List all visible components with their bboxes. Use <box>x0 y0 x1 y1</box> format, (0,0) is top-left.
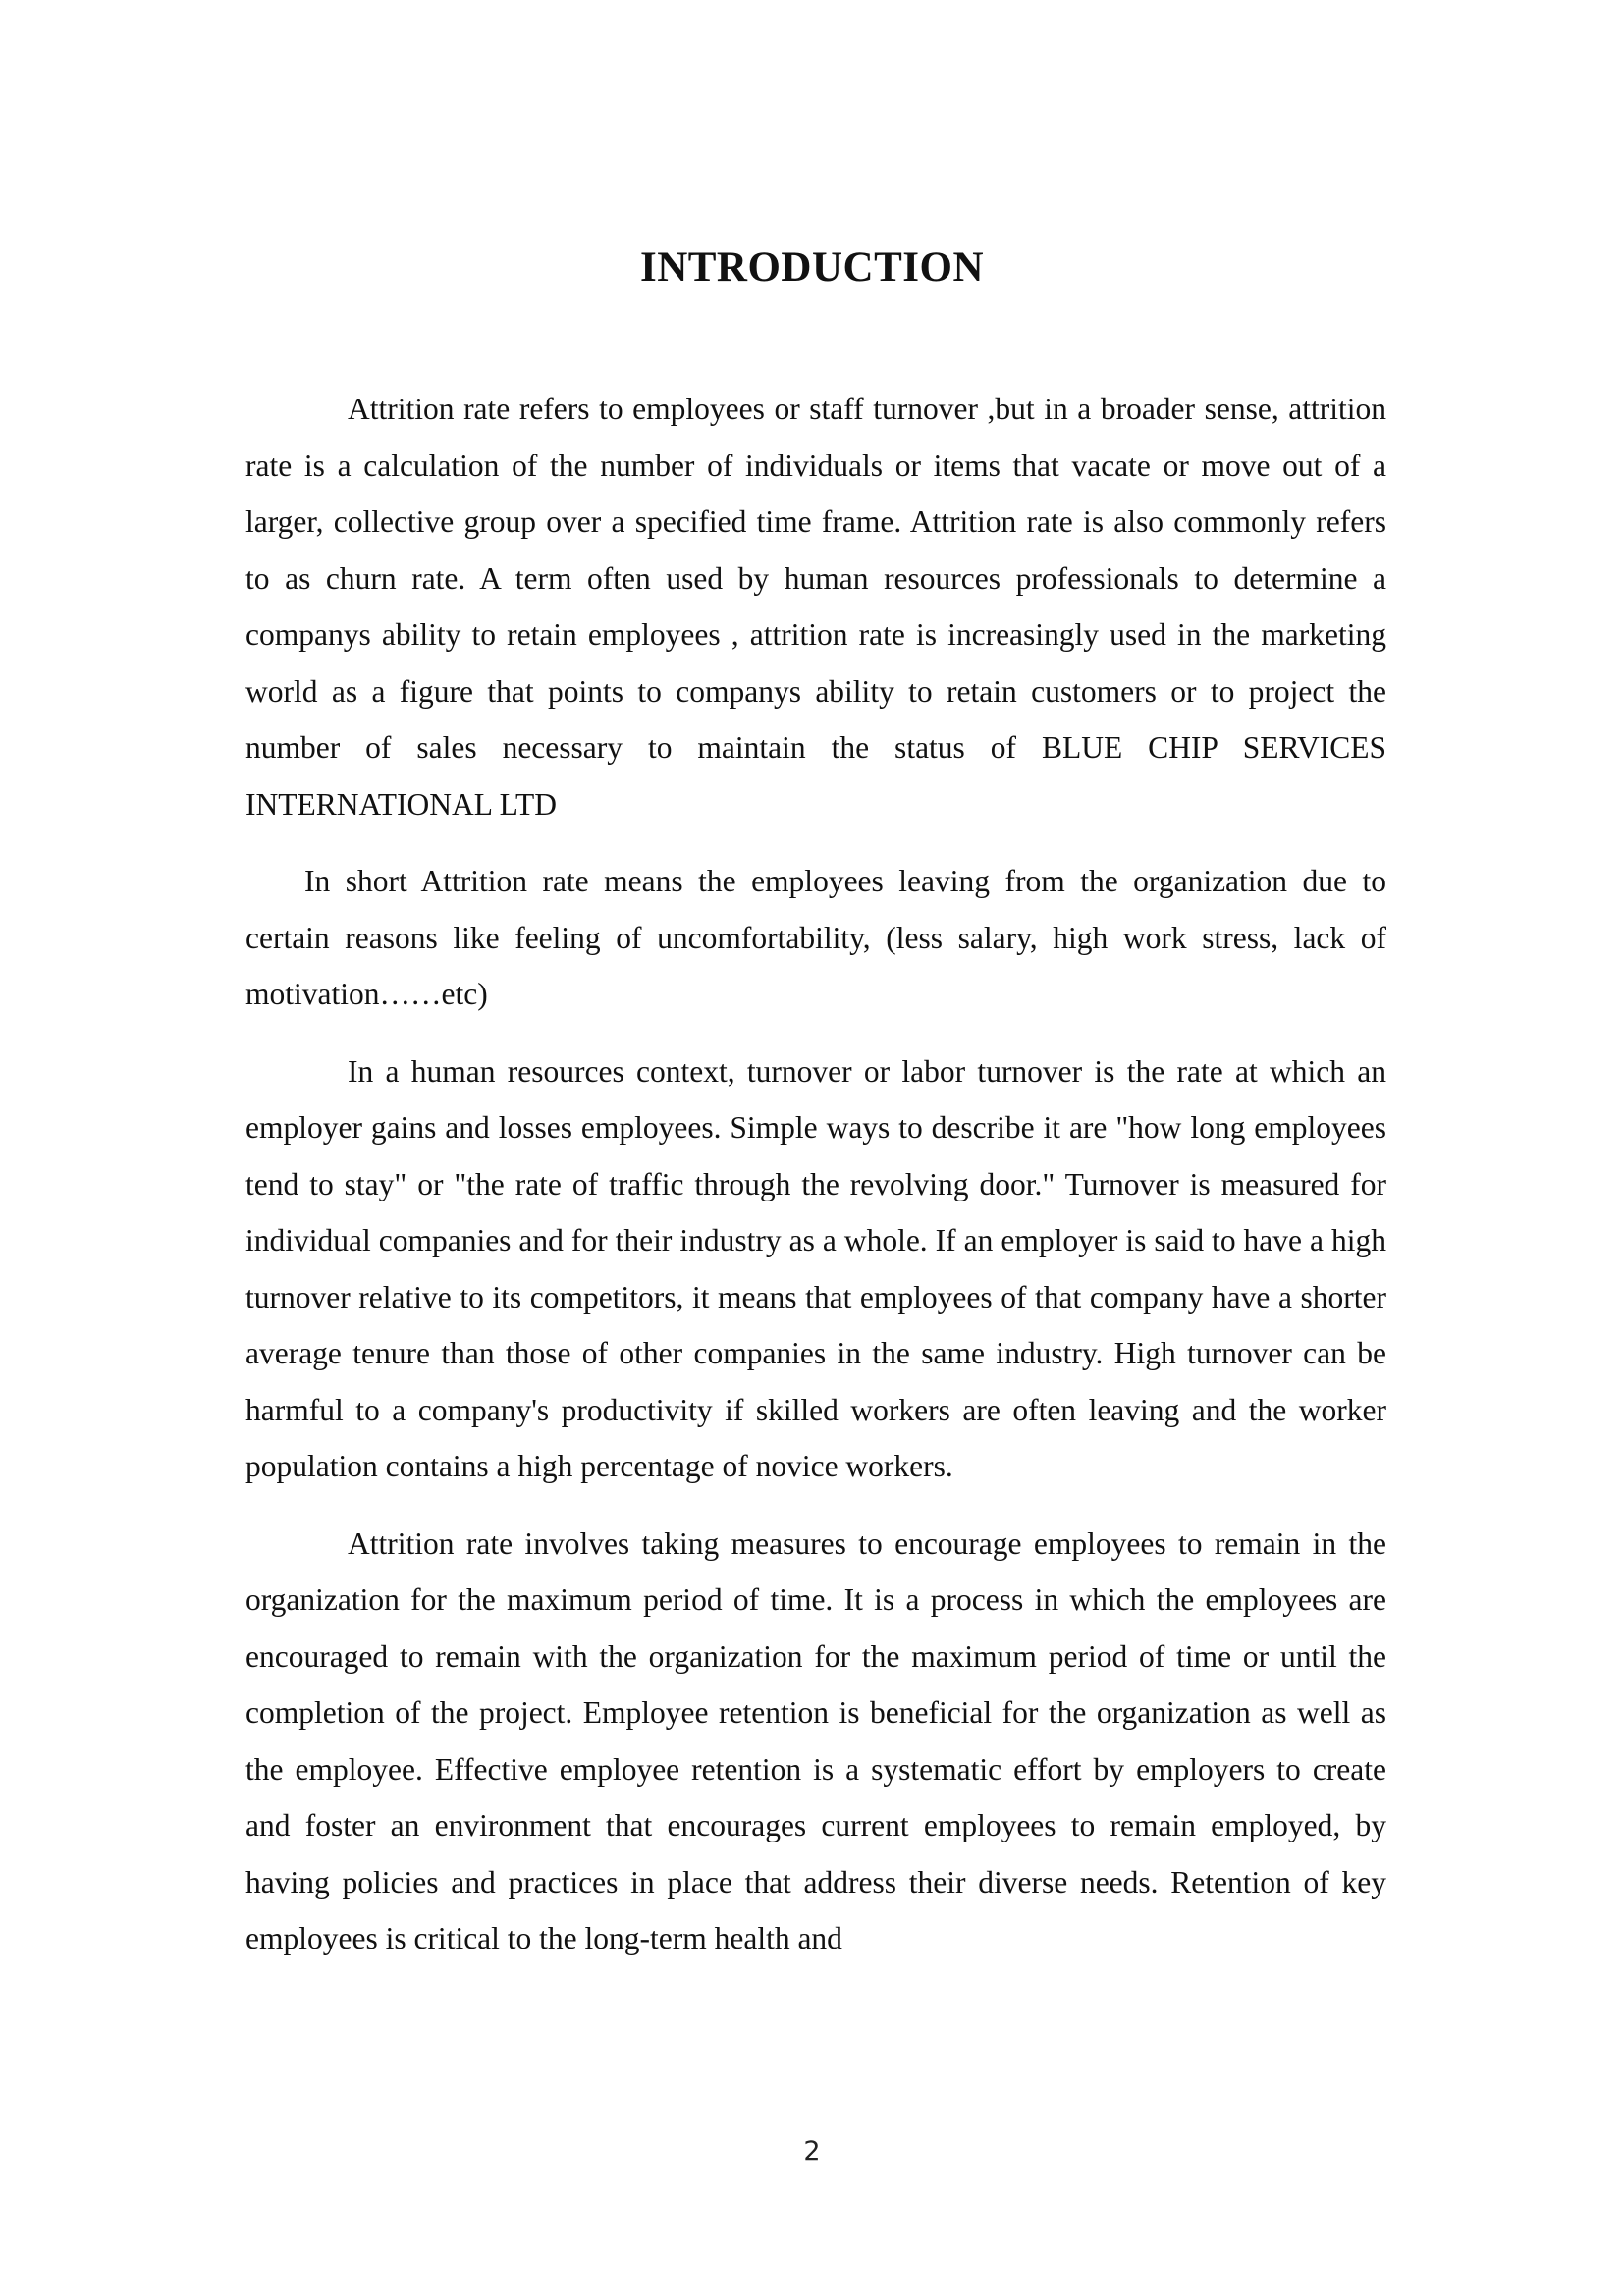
paragraph-attrition-definition: Attrition rate refers to employees or staff turnover ,but in a broader sense, attrition rate is a calculation of the number of individuals or items that vacate or move out of a larger, collective group over a specified time frame. Attrition rate is also commonly refers to as churn rate. A term often used by human resources professionals to determine a companys ability to retain employees , attrition rate is increasingly used in the marketing world as a figure that points to companys ability to retain customers or to project the number of sales necessary to maintain the status of BLUE CHIP SERVICES INTERNATIONAL LTD <box>245 392 1386 822</box>
paragraph-turnover: In a human resources context, turnover or labor turnover is the rate at which an employer gains and losses employees. Simple ways to describe it are "how long employees tend to stay" or "the rate of traffic through the revolving door." Turnover is measured for individual companies and for their industry as a whole. If an employer is said to have a high turnover relative to its competitors, it means that employees of that company have a shorter average tenure than those of other companies in the same industry. High turnover can be harmful to a company's productivity if skilled workers are often leaving and the worker population contains a high percentage of novice workers. <box>245 1053 1386 1483</box>
paragraph-retention: Attrition rate involves taking measures to encourage employees to remain in the organization for the maximum period of time. It is a process in which the employees are encouraged to remain with the organization for the maximum period of time or until the completion of the project. Employee retention is beneficial for the organization as well as the employee. Effective employee retention is a systematic effort by employers to create and foster an environment that encourages current employees to remain employed, by having policies and practices in place that address their diverse needs. Retention of key employees is critical to the long-term health and <box>245 1525 1386 1955</box>
page-title: INTRODUCTION <box>639 244 985 291</box>
body-text <box>245 381 1386 1967</box>
paragraph-attrition-short: In short Attrition rate means the employees leaving from the organization due to certain reasons like feeling of uncomfortability, (less salary, high work stress, lack of motivation……etc) <box>245 864 1386 1011</box>
page-number: 2 <box>803 2136 821 2166</box>
